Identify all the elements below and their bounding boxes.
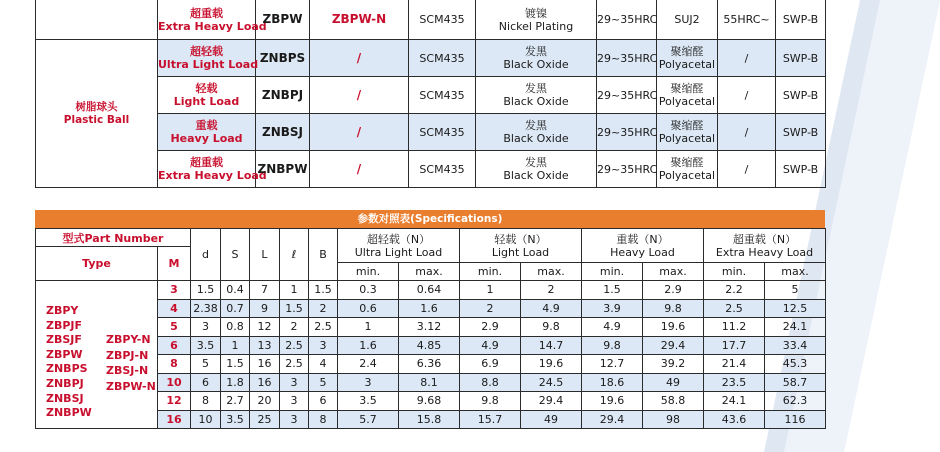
m-size-cell: 8 (158, 355, 191, 374)
type-name: ZBPW-N (106, 379, 156, 393)
spec-value-cell: 1.5 (309, 281, 338, 300)
spec-value-cell: 25 (250, 410, 280, 429)
min-header: min. (460, 263, 521, 281)
spec-value-cell: 1 (460, 281, 521, 300)
spec-value-cell: 8 (309, 410, 338, 429)
spec-value-cell: 2 (309, 299, 338, 318)
spec-value-cell: 0.7 (221, 299, 250, 318)
type-name: ZNBPS (46, 362, 88, 376)
spec-value-cell: 58.7 (765, 373, 826, 392)
type-name: ZNBSJ (46, 391, 84, 405)
spec-table-title: 参数对照表(Specifications) (35, 210, 825, 228)
spec-value-cell: 16 (250, 355, 280, 374)
dim-header-ell: ℓ (280, 229, 309, 281)
code-cell: ZNBSJ (256, 114, 310, 151)
spec-value-cell: 4.9 (521, 299, 582, 318)
spec-value-cell: 1 (221, 336, 250, 355)
ball-material-cell: 聚缩醛 Polyacetal (657, 114, 718, 151)
spec-value-cell: 17.7 (704, 336, 765, 355)
m-size-cell: 5 (158, 318, 191, 337)
spec-value-cell: 7 (250, 281, 280, 300)
spec-value-cell: 20 (250, 392, 280, 411)
ball-hardness-cell: / (718, 151, 776, 188)
spec-value-cell: 6.36 (399, 355, 460, 374)
ball-material-cell: SUJ2 (657, 0, 718, 40)
ball-hardness-cell: 55HRC~ (718, 0, 776, 40)
spec-value-cell: 1.6 (338, 336, 399, 355)
spec-value-cell: 21.4 (704, 355, 765, 374)
load-type-cell: 超轻载 Ultra Light Load (158, 40, 256, 77)
product-table (35, 0, 826, 188)
spec-value-cell: 2 (521, 281, 582, 300)
spec-value-cell: 98 (643, 410, 704, 429)
spec-value-cell: 2.5 (280, 355, 309, 374)
type-name: ZNBPJ (46, 376, 84, 390)
spec-value-cell: 4.9 (460, 336, 521, 355)
spec-value-cell: 3 (280, 410, 309, 429)
spec-value-cell: 1.5 (582, 281, 643, 300)
min-header: min. (704, 263, 765, 281)
spec-value-cell: 33.4 (765, 336, 826, 355)
spec-value-cell: 39.2 (643, 355, 704, 374)
type-name: ZBPW (46, 347, 83, 361)
type-list-2 (106, 332, 156, 394)
spec-value-cell: 8 (191, 392, 221, 411)
type-name: ZBSJF (46, 333, 82, 347)
material-cell: SCM435 (409, 0, 476, 40)
min-header: min. (582, 263, 643, 281)
ball-hardness-cell: / (718, 77, 776, 114)
finish-cell: 发黑 Black Oxide (476, 151, 597, 188)
spec-value-cell: 15.7 (460, 410, 521, 429)
max-header: max. (521, 263, 582, 281)
spec-value-cell: 9.8 (460, 392, 521, 411)
spec-value-cell: 5 (765, 281, 826, 300)
material-cell: SCM435 (409, 40, 476, 77)
spec-value-cell: 4 (309, 355, 338, 374)
spec-value-cell: 0.3 (338, 281, 399, 300)
hardness-cell: 29~35HRC (597, 0, 657, 40)
spec-value-cell: 2.9 (643, 281, 704, 300)
spec-value-cell: 12.7 (582, 355, 643, 374)
spec-value-cell: 3.9 (582, 299, 643, 318)
spec-value-cell: 15.8 (399, 410, 460, 429)
load-type-cell: 轻载 Light Load (158, 77, 256, 114)
load-header-ultra-light: 超轻载（N） Ultra Light Load (338, 229, 460, 263)
spec-value-cell: 9.8 (643, 299, 704, 318)
dim-header-b: B (309, 229, 338, 281)
spec-value-cell: 2.2 (704, 281, 765, 300)
spec-value-cell: 4.85 (399, 336, 460, 355)
m-size-cell: 4 (158, 299, 191, 318)
load-type-cell: 重载 Heavy Load (158, 114, 256, 151)
max-header: max. (765, 263, 826, 281)
spec-value-cell: 6.9 (460, 355, 521, 374)
ball-hardness-cell: / (718, 114, 776, 151)
ball-material-cell: 聚缩醛 Polyacetal (657, 77, 718, 114)
spec-value-cell: 0.6 (338, 299, 399, 318)
spec-value-cell: 9.8 (521, 318, 582, 337)
type-name: ZBPJF (46, 318, 83, 332)
spec-value-cell: 1 (338, 318, 399, 337)
spec-value-cell: 8.8 (460, 373, 521, 392)
load-type-cell: 超重载 Extra Heavy Load (158, 151, 256, 188)
ball-material-cell: 聚缩醛 Polyacetal (657, 40, 718, 77)
dim-header-l: L (250, 229, 280, 281)
spec-value-cell: 1.8 (221, 373, 250, 392)
spec-value-cell: 3.5 (221, 410, 250, 429)
spec-value-cell: 29.4 (521, 392, 582, 411)
load-header-light: 轻载（N） Light Load (460, 229, 582, 263)
dim-header-s: S (221, 229, 250, 281)
category-cell: 树脂球头 Plastic Ball (36, 40, 158, 188)
spec-value-cell: 43.6 (704, 410, 765, 429)
spec-value-cell: 2.9 (460, 318, 521, 337)
spec-value-cell: 49 (521, 410, 582, 429)
type-header: Type (36, 247, 158, 281)
m-size-cell: 12 (158, 392, 191, 411)
dim-header-d: d (191, 229, 221, 281)
spec-value-cell: 5 (309, 373, 338, 392)
m-size-cell: 3 (158, 281, 191, 300)
product-row (36, 40, 826, 77)
spec-value-cell: 2 (280, 318, 309, 337)
spec-value-cell: 3 (309, 336, 338, 355)
spec-value-cell: 16 (250, 373, 280, 392)
spec-value-cell: 0.4 (221, 281, 250, 300)
finish-cell: 发黑 Black Oxide (476, 114, 597, 151)
code-n-cell: / (310, 77, 409, 114)
type-name: ZBPY-N (106, 333, 151, 346)
spec-value-cell: 5.7 (338, 410, 399, 429)
type-name: ZBPJ-N (106, 348, 149, 362)
spec-value-cell: 14.7 (521, 336, 582, 355)
hardness-cell: 29~35HRC (597, 151, 657, 188)
spec-value-cell: 3.5 (191, 336, 221, 355)
m-header: M (158, 247, 191, 281)
spec-value-cell: 1.5 (280, 299, 309, 318)
hardness-cell: 29~35HRC (597, 77, 657, 114)
spec-value-cell: 0.8 (221, 318, 250, 337)
code-n-cell: / (310, 40, 409, 77)
spec-value-cell: 116 (765, 410, 826, 429)
spec-value-cell: 45.3 (765, 355, 826, 374)
spec-value-cell: 0.64 (399, 281, 460, 300)
m-size-cell: 16 (158, 410, 191, 429)
spec-value-cell: 3 (338, 373, 399, 392)
code-cell: ZNBPW (256, 151, 310, 188)
ball-hardness-cell: / (718, 40, 776, 77)
type-name: ZBPY (46, 304, 79, 317)
spec-value-cell: 8.1 (399, 373, 460, 392)
spec-value-cell: 3 (191, 318, 221, 337)
m-size-cell: 10 (158, 373, 191, 392)
spec-value-cell: 19.6 (582, 392, 643, 411)
finish-cell: 镀镍 Nickel Plating (476, 0, 597, 40)
spec-value-cell: 1 (280, 281, 309, 300)
spec-row (36, 281, 826, 300)
max-header: max. (643, 263, 704, 281)
spec-value-cell: 11.2 (704, 318, 765, 337)
spec-value-cell: 18.6 (582, 373, 643, 392)
code-cell: ZNBPS (256, 40, 310, 77)
hardness-cell: 29~35HRC (597, 40, 657, 77)
material-cell: SCM435 (409, 77, 476, 114)
material-cell: SCM435 (409, 151, 476, 188)
spec-value-cell: 2 (460, 299, 521, 318)
code-n-cell: / (310, 151, 409, 188)
type-name: ZBSJ-N (106, 364, 149, 378)
m-size-cell: 6 (158, 336, 191, 355)
spec-value-cell: 3 (280, 373, 309, 392)
spec-value-cell: 12.5 (765, 299, 826, 318)
spec-value-cell: 3 (280, 392, 309, 411)
spec-value-cell: 19.6 (643, 318, 704, 337)
swivel-cell: SWP-B (776, 77, 826, 114)
spec-value-cell: 2.5 (309, 318, 338, 337)
max-header: max. (399, 263, 460, 281)
spec-value-cell: 24.1 (704, 392, 765, 411)
spec-value-cell: 12 (250, 318, 280, 337)
spec-value-cell: 29.4 (643, 336, 704, 355)
code-n-cell: ZBPW-N (310, 0, 409, 40)
load-header-heavy: 重载（N） Heavy Load (582, 229, 704, 263)
code-cell: ZBPW (256, 0, 310, 40)
finish-cell: 发黑 Black Oxide (476, 40, 597, 77)
spec-value-cell: 2.5 (280, 336, 309, 355)
load-header-extra-heavy: 超重载（N） Extra Heavy Load (704, 229, 826, 263)
spec-value-cell: 62.3 (765, 392, 826, 411)
finish-cell: 发黑 Black Oxide (476, 77, 597, 114)
ball-material-cell: 聚缩醛 Polyacetal (657, 151, 718, 188)
swivel-cell: SWP-B (776, 151, 826, 188)
spec-value-cell: 5 (191, 355, 221, 374)
spec-value-cell: 2.7 (221, 392, 250, 411)
spec-value-cell: 2.4 (338, 355, 399, 374)
spec-value-cell: 9 (250, 299, 280, 318)
swivel-cell: SWP-B (776, 40, 826, 77)
spec-value-cell: 9.68 (399, 392, 460, 411)
category-cell-empty (36, 0, 158, 40)
spec-value-cell: 49 (643, 373, 704, 392)
spec-table (35, 228, 826, 429)
hardness-cell: 29~35HRC (597, 114, 657, 151)
spec-value-cell: 3.5 (338, 392, 399, 411)
spec-value-cell: 24.1 (765, 318, 826, 337)
spec-value-cell: 6 (309, 392, 338, 411)
spec-value-cell: 1.5 (191, 281, 221, 300)
product-row (36, 0, 826, 40)
type-name: ZNBPW (46, 406, 92, 420)
spec-value-cell: 1.5 (221, 355, 250, 374)
spec-value-cell: 19.6 (521, 355, 582, 374)
part-number-header: 型式Part Number (36, 229, 191, 247)
spec-value-cell: 13 (250, 336, 280, 355)
spec-value-cell: 10 (191, 410, 221, 429)
spec-value-cell: 6 (191, 373, 221, 392)
spec-value-cell: 2.5 (704, 299, 765, 318)
code-cell: ZNBPJ (256, 77, 310, 114)
spec-value-cell: 2.38 (191, 299, 221, 318)
spec-value-cell: 58.8 (643, 392, 704, 411)
swivel-cell: SWP-B (776, 0, 826, 40)
spec-value-cell: 4.9 (582, 318, 643, 337)
spec-value-cell: 1.6 (399, 299, 460, 318)
load-type-cell: 超重载 Extra Heavy Load (158, 0, 256, 40)
spec-value-cell: 3.12 (399, 318, 460, 337)
spec-value-cell: 24.5 (521, 373, 582, 392)
spec-value-cell: 9.8 (582, 336, 643, 355)
swivel-cell: SWP-B (776, 114, 826, 151)
type-list-1 (46, 304, 92, 421)
spec-value-cell: 23.5 (704, 373, 765, 392)
spec-value-cell: 29.4 (582, 410, 643, 429)
material-cell: SCM435 (409, 114, 476, 151)
min-header: min. (338, 263, 399, 281)
code-n-cell: / (310, 114, 409, 151)
